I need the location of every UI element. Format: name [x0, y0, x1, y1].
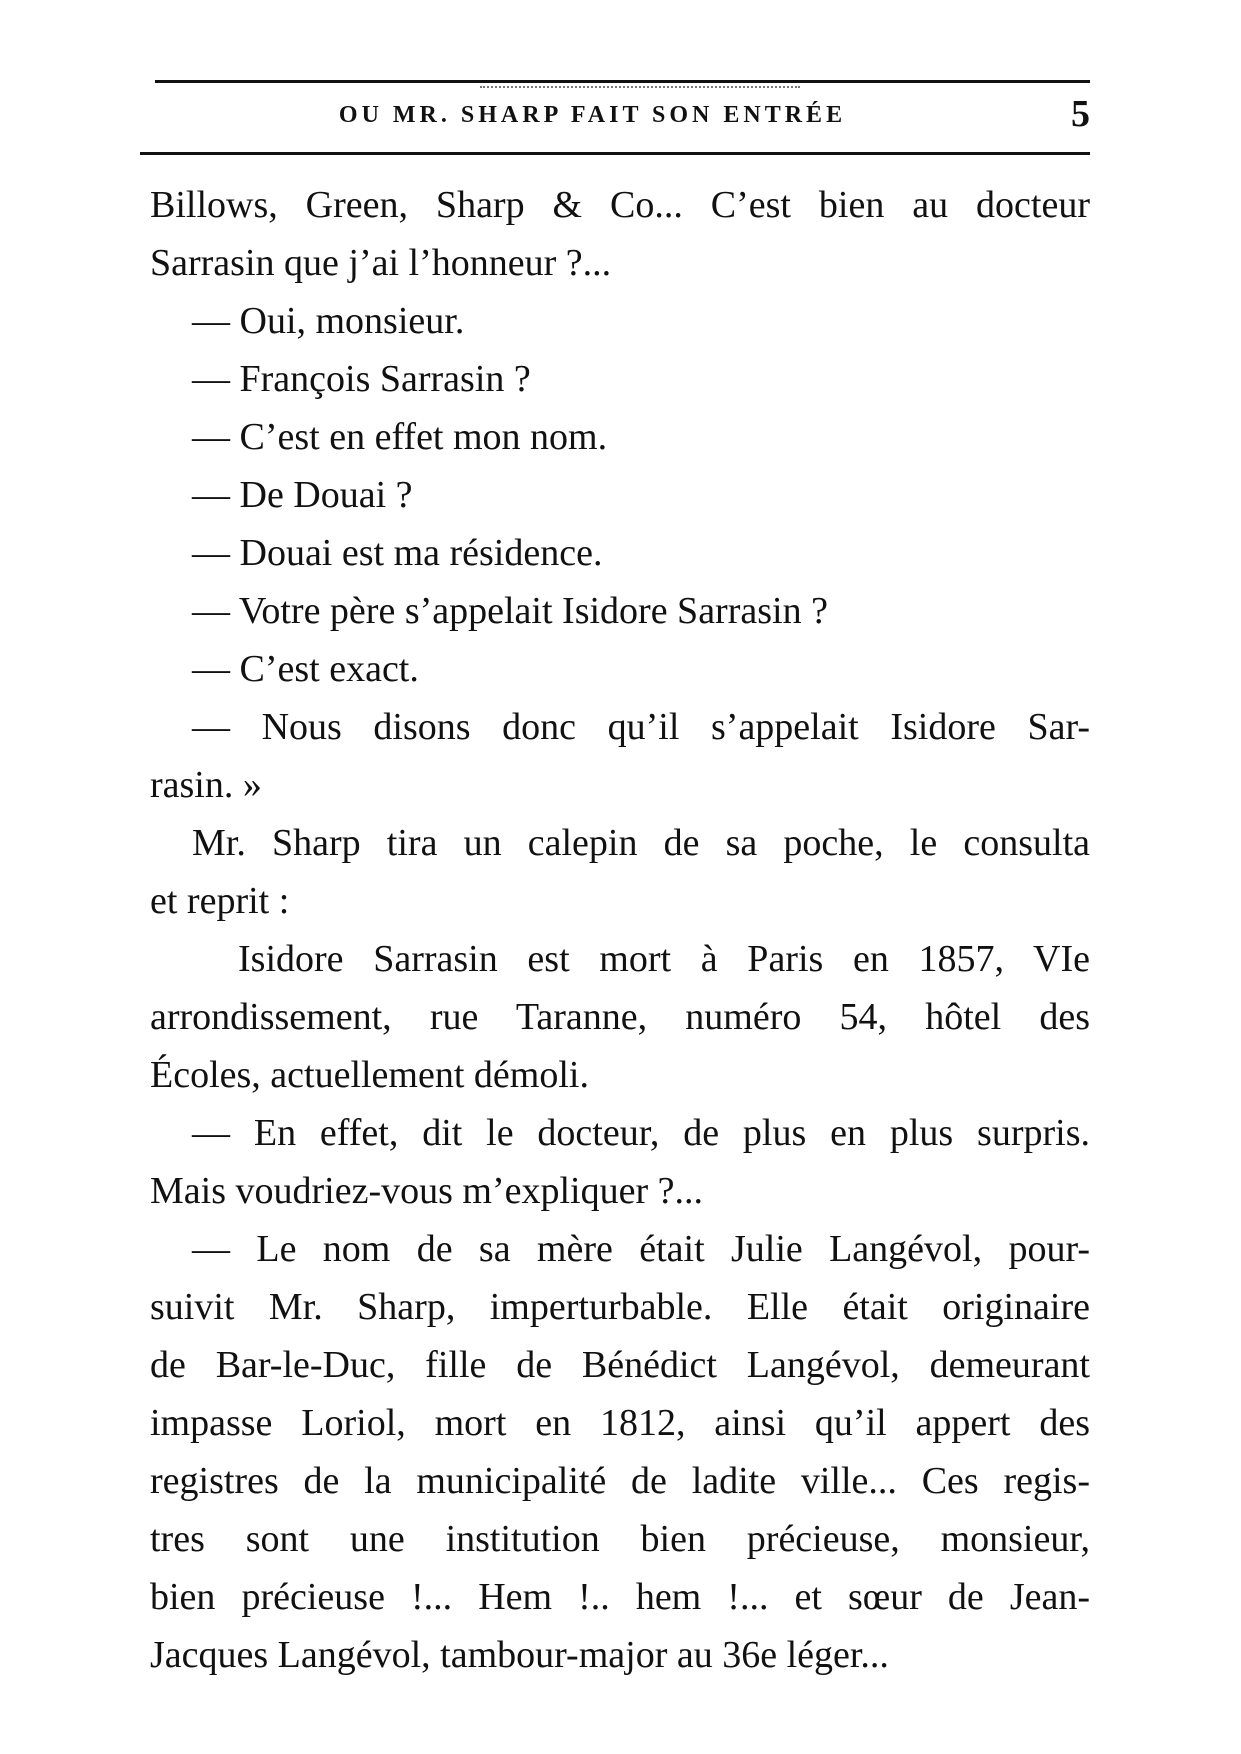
page-number: 5 — [1071, 93, 1090, 135]
paragraph-start: Mr. Sharp tira un calepin de sa poche, le consulta — [192, 822, 1090, 864]
dialogue-line: — Oui, monsieur. — [192, 300, 465, 342]
text-line: bien précieuse !... Hem !.. hem !... et sœur de Jean- — [150, 1576, 1090, 1618]
quote-start: Isidore Sarrasin est mort à Paris en 1857, VIe — [238, 938, 1090, 980]
header-rule-top — [155, 80, 1090, 83]
text-line: registres de la municipalité de ladite ville... Ces regis- — [150, 1460, 1090, 1502]
running-title: OU MR. SHARP FAIT SON ENTRÉE — [338, 102, 847, 128]
text-line: de Bar-le-Duc, fille de Bénédict Langévol, demeurant — [150, 1344, 1090, 1386]
header-dotted-mark — [480, 86, 800, 88]
text-line: impasse Loriol, mort en 1812, ainsi qu’il appert des — [150, 1402, 1090, 1444]
text-line: Écoles, actuellement démoli. — [150, 1054, 589, 1096]
text-line: suivit Mr. Sharp, imperturbable. Elle était originaire — [150, 1286, 1090, 1328]
text-line: Mais voudriez-vous m’expliquer ?... — [150, 1170, 703, 1212]
text-line: Sarrasin que j’ai l’honneur ?... — [150, 242, 612, 284]
dialogue-line: — En effet, dit le docteur, de plus en plus surpris. — [192, 1112, 1090, 1154]
dialogue-line: — C’est en effet mon nom. — [192, 416, 608, 458]
header-rule-bottom — [140, 152, 1090, 155]
dialogue-line: — Le nom de sa mère était Julie Langévol, pour- — [192, 1228, 1090, 1270]
text-line: Jacques Langévol, tambour-major au 36e léger... — [150, 1634, 889, 1676]
dialogue-line: — Douai est ma résidence. — [192, 532, 603, 574]
running-head — [155, 93, 1090, 140]
text-line: et reprit : — [150, 880, 290, 922]
dialogue-line: — C’est exact. — [192, 648, 419, 690]
body-text — [150, 176, 1090, 1684]
dialogue-line: — Nous disons donc qu’il s’appelait Isidore Sar- — [192, 706, 1090, 748]
dialogue-line: — François Sarrasin ? — [192, 358, 531, 400]
text-line: Billows, Green, Sharp & Co... C’est bien au docteur — [150, 184, 1090, 226]
dialogue-line: — Votre père s’appelait Isidore Sarrasin ? — [192, 590, 828, 632]
text-line: tres sont une institution bien précieuse, monsieur, — [150, 1518, 1090, 1560]
text-line: rasin. » — [150, 764, 262, 806]
dialogue-line: — De Douai ? — [192, 474, 413, 516]
text-line: arrondissement, rue Taranne, numéro 54, hôtel des — [150, 996, 1090, 1038]
